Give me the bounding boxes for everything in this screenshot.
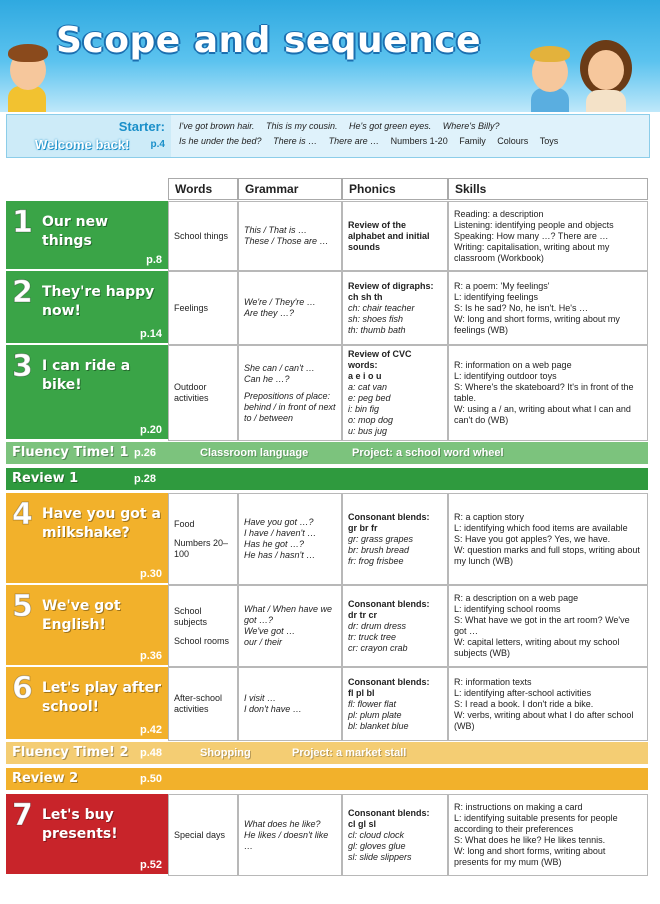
unit-name: Have you got a milkshake?: [42, 506, 161, 541]
starter-title: Welcome back!: [35, 137, 130, 152]
phonics-line: i: bin fig: [348, 404, 380, 414]
skills-cell: [448, 794, 648, 876]
review-1-page: p.28: [134, 473, 157, 485]
fluency-time-2-band: [6, 742, 648, 764]
col-header-grammar: Grammar: [238, 178, 342, 200]
unit-name: Let's play after school!: [42, 680, 162, 715]
unit-number: 7: [12, 798, 33, 833]
grammar-line: Are they …?: [244, 308, 295, 318]
phonics-line: o: mop dog: [348, 415, 394, 425]
header-banner: [0, 0, 660, 112]
skills-line: Speaking: How many …? There are …: [454, 230, 609, 241]
phonics-line: a: cat van: [348, 382, 388, 392]
grammar-cell: [238, 585, 342, 667]
grammar-line: I visit …: [244, 693, 277, 703]
unit-1-title-block: [6, 201, 168, 271]
unit-name: Let's buy presents!: [42, 807, 118, 842]
skills-line: L: identifying suitable presents for people according to their preferences: [454, 813, 618, 834]
unit-number: 4: [12, 497, 33, 532]
words-cell: [168, 667, 238, 741]
unit-3-title-block: [6, 345, 168, 441]
phonics-line: th: thumb bath: [348, 324, 406, 335]
grammar-line: What / When have we got …?: [244, 604, 333, 625]
skills-cell: [448, 271, 648, 345]
unit-6-title-block: [6, 667, 168, 741]
skills-line: R: a caption story: [454, 511, 525, 522]
skills-cell: [448, 345, 648, 441]
phonics-line: dr tr cr: [348, 609, 378, 620]
starter-item: Is he under the bed?: [179, 136, 262, 146]
phonics-line: Consonant blends:: [348, 807, 430, 818]
unit-number: 1: [12, 205, 33, 240]
phonics-line: Review of digraphs:: [348, 280, 434, 291]
fluency-time-2-label: Fluency Time! 2: [12, 745, 129, 760]
unit-page: p.30: [139, 568, 162, 580]
words-line: Special days: [174, 829, 226, 840]
page-title: Scope and sequence: [56, 20, 481, 61]
phonics-line: ch: chair teacher: [348, 302, 415, 313]
fluency-time-1-topic: Classroom language: [200, 447, 309, 459]
phonics-cell: [342, 345, 448, 441]
words-line: School things: [174, 230, 229, 241]
grammar-line: Can he …?: [244, 373, 290, 384]
phonics-line: gr: grass grapes: [348, 533, 414, 544]
phonics-line: gl: gloves glue: [348, 840, 406, 851]
skills-cell: [448, 585, 648, 667]
words-line: Food: [174, 518, 195, 529]
skills-line: S: What does he like? He likes tennis.: [454, 835, 606, 845]
boy-illustration-2: [527, 44, 573, 112]
grammar-line: our / their: [244, 637, 283, 647]
skills-line: W: capital letters, writing about my school subjects (WB): [454, 637, 620, 658]
words-line: Feelings: [174, 302, 209, 313]
boy-illustration: [2, 42, 52, 112]
starter-item: I've got brown hair.: [179, 121, 255, 131]
starter-item: There is …: [273, 136, 318, 146]
skills-line: R: a description on a web page: [454, 593, 579, 603]
grammar-line: Has he got …?: [244, 539, 305, 549]
skills-line: L: identifying outdoor toys: [454, 371, 557, 381]
grammar-line: She can / can't …: [244, 362, 315, 373]
unit-page: p.8: [146, 254, 162, 266]
phonics-cell: [342, 493, 448, 585]
skills-line: Listening: identifying people and objects: [454, 219, 614, 230]
skills-line: R: information texts: [454, 676, 532, 687]
words-line: Numbers 20–100: [174, 537, 229, 559]
starter-item: Colours: [497, 136, 529, 146]
starter-item: Toys: [539, 136, 559, 146]
unit-page: p.20: [139, 424, 162, 436]
words-line: Outdoor activities: [174, 382, 209, 403]
grammar-cell: [238, 794, 342, 876]
phonics-cell: [342, 794, 448, 876]
unit-5-title-block: [6, 585, 168, 667]
grammar-line: These / Those are …: [244, 236, 329, 246]
skills-line: L: identifying after-school activities: [454, 687, 592, 698]
phonics-line: a e i o u: [348, 371, 382, 381]
unit-number: 5: [12, 589, 33, 624]
phonics-line: br: brush bread: [348, 544, 410, 555]
skills-line: W: question marks and full stops, writing about my lunch (WB): [454, 544, 640, 566]
skills-line: R: instructions on making a card: [454, 802, 583, 812]
unit-page: p.14: [139, 328, 162, 340]
skills-line: L: identifying school rooms: [454, 604, 561, 614]
skills-line: S: Is he sad? No, he isn't. He's …: [454, 302, 588, 313]
starter-label: Starter:: [118, 119, 165, 134]
phonics-cell: [342, 201, 448, 271]
starter-items: [179, 119, 645, 149]
skills-line: L: identifying feelings: [454, 291, 539, 302]
grammar-line: He has / hasn't …: [244, 550, 316, 560]
unit-page: p.42: [139, 724, 162, 736]
phonics-line: Consonant blends:: [348, 676, 430, 687]
starter-item: Numbers 1-20: [390, 136, 448, 146]
phonics-line: gr br fr: [348, 522, 378, 533]
unit-number: 6: [12, 671, 33, 706]
fluency-time-2-topic: Shopping: [200, 747, 251, 759]
col-header-skills: Skills: [448, 178, 648, 200]
phonics-cell: [342, 271, 448, 345]
phonics-line: Consonant blends:: [348, 511, 430, 522]
phonics-line: Review of the alphabet and initial sounds: [348, 219, 430, 252]
grammar-line: Have you got …?: [244, 517, 314, 527]
phonics-line: cr: crayon crab: [348, 642, 408, 653]
words-cell: [168, 794, 238, 876]
unit-name: I can ride a bike!: [42, 358, 131, 393]
grammar-cell: [238, 271, 342, 345]
phonics-line: cl: cloud clock: [348, 829, 405, 840]
grammar-line: What does he like?: [244, 818, 321, 829]
phonics-line: Consonant blends:: [348, 598, 430, 609]
words-line: School subjects: [174, 605, 208, 627]
col-header-phonics: Phonics: [342, 178, 448, 200]
grammar-line: I have / haven't …: [244, 528, 317, 538]
words-cell: [168, 271, 238, 345]
grammar-line: We've got …: [244, 626, 296, 636]
words-cell: [168, 493, 238, 585]
grammar-line: We're / They're …: [244, 297, 316, 307]
fluency-time-1-project: Project: a school word wheel: [352, 447, 504, 459]
phonics-line: fl pl bl: [348, 687, 375, 698]
review-1-band: [6, 468, 648, 490]
review-2-page: p.50: [140, 773, 163, 785]
skills-line: S: What have we got in the art room? We've got …: [454, 615, 630, 636]
skills-line: Reading: a description: [454, 208, 544, 219]
skills-cell: [448, 201, 648, 271]
unit-page: p.36: [139, 650, 162, 662]
girl-illustration: [578, 38, 634, 112]
phonics-line: cl gl sl: [348, 818, 377, 829]
skills-line: S: I read a book. I don't ride a bike.: [454, 698, 594, 709]
grammar-line: Prepositions of place: behind / in front of next to / between: [244, 390, 336, 423]
skills-line: W: long and short forms, writing about presents for my mum (WB): [454, 846, 606, 867]
review-1-label: Review 1: [12, 471, 79, 486]
unit-number: 3: [12, 349, 33, 384]
fluency-time-1-page: p.26: [134, 447, 157, 459]
phonics-cell: [342, 585, 448, 667]
grammar-cell: [238, 493, 342, 585]
unit-name: We've got English!: [42, 598, 121, 633]
starter-row: [6, 114, 650, 158]
phonics-line: tr: truck tree: [348, 631, 397, 642]
col-header-words: Words: [168, 178, 238, 200]
phonics-line: dr: drum dress: [348, 620, 407, 631]
phonics-line: e: peg bed: [348, 393, 391, 403]
phonics-line: sl: slide slippers: [348, 851, 412, 862]
grammar-line: I don't have …: [244, 704, 302, 714]
unit-7-title-block: [6, 794, 168, 876]
skills-line: S: Where's the skateboard? It's in front of the table.: [454, 382, 634, 403]
phonics-line: sh: shoes fish: [348, 313, 404, 324]
grammar-line: He likes / doesn't like …: [244, 829, 329, 851]
skills-line: W: using a / an, writing about what I can and can't do (WB): [454, 404, 631, 425]
grammar-cell: [238, 201, 342, 271]
starter-page: p.4: [150, 139, 165, 150]
phonics-line: pl: plum plate: [348, 709, 402, 720]
skills-line: W: verbs, writing about what I do after school (WB): [454, 709, 634, 731]
phonics-line: fr: frog frisbee: [348, 555, 404, 566]
skills-line: W: long and short forms, writing about my feelings (WB): [454, 313, 620, 335]
skills-cell: [448, 667, 648, 741]
words-line: After-school activities: [174, 693, 223, 714]
skills-line: R: a poem: 'My feelings': [454, 280, 550, 291]
phonics-line: fl: flower flat: [348, 698, 397, 709]
skills-line: S: Have you got apples? Yes, we have.: [454, 533, 611, 544]
review-2-label: Review 2: [12, 771, 79, 786]
phonics-cell: [342, 667, 448, 741]
unit-number: 2: [12, 275, 33, 310]
unit-name: They're happy now!: [42, 284, 155, 319]
grammar-cell: [238, 345, 342, 441]
phonics-line: ch sh th: [348, 291, 383, 302]
unit-name: Our new things: [42, 214, 109, 249]
words-cell: [168, 585, 238, 667]
fluency-time-2-project: Project: a market stall: [292, 747, 407, 759]
skills-line: Writing: capitalisation, writing about my classroom (Workbook): [454, 241, 610, 263]
words-line: School rooms: [174, 635, 230, 646]
skills-cell: [448, 493, 648, 585]
words-cell: [168, 345, 238, 441]
starter-label-block: [7, 115, 171, 157]
starter-item: He's got green eyes.: [349, 121, 432, 131]
phonics-line: bl: blanket blue: [348, 720, 409, 731]
starter-item: There are …: [328, 136, 380, 146]
fluency-time-2-page: p.48: [140, 747, 163, 759]
words-cell: [168, 201, 238, 271]
unit-page: p.52: [139, 859, 162, 871]
phonics-line: u: bus jug: [348, 426, 388, 436]
starter-item: Where's Billy?: [442, 121, 500, 131]
fluency-time-1-label: Fluency Time! 1: [12, 445, 129, 460]
starter-item: Family: [459, 136, 486, 146]
grammar-cell: [238, 667, 342, 741]
review-2-band: [6, 768, 648, 790]
starter-item: This is my cousin.: [265, 121, 338, 131]
grammar-line: This / That is …: [244, 225, 308, 235]
unit-4-title-block: [6, 493, 168, 585]
phonics-line: Review of CVC words:: [348, 349, 412, 370]
fluency-time-1-band: [6, 442, 648, 464]
skills-line: R: information on a web page: [454, 360, 572, 370]
unit-2-title-block: [6, 271, 168, 345]
skills-line: L: identifying which food items are available: [454, 522, 628, 533]
